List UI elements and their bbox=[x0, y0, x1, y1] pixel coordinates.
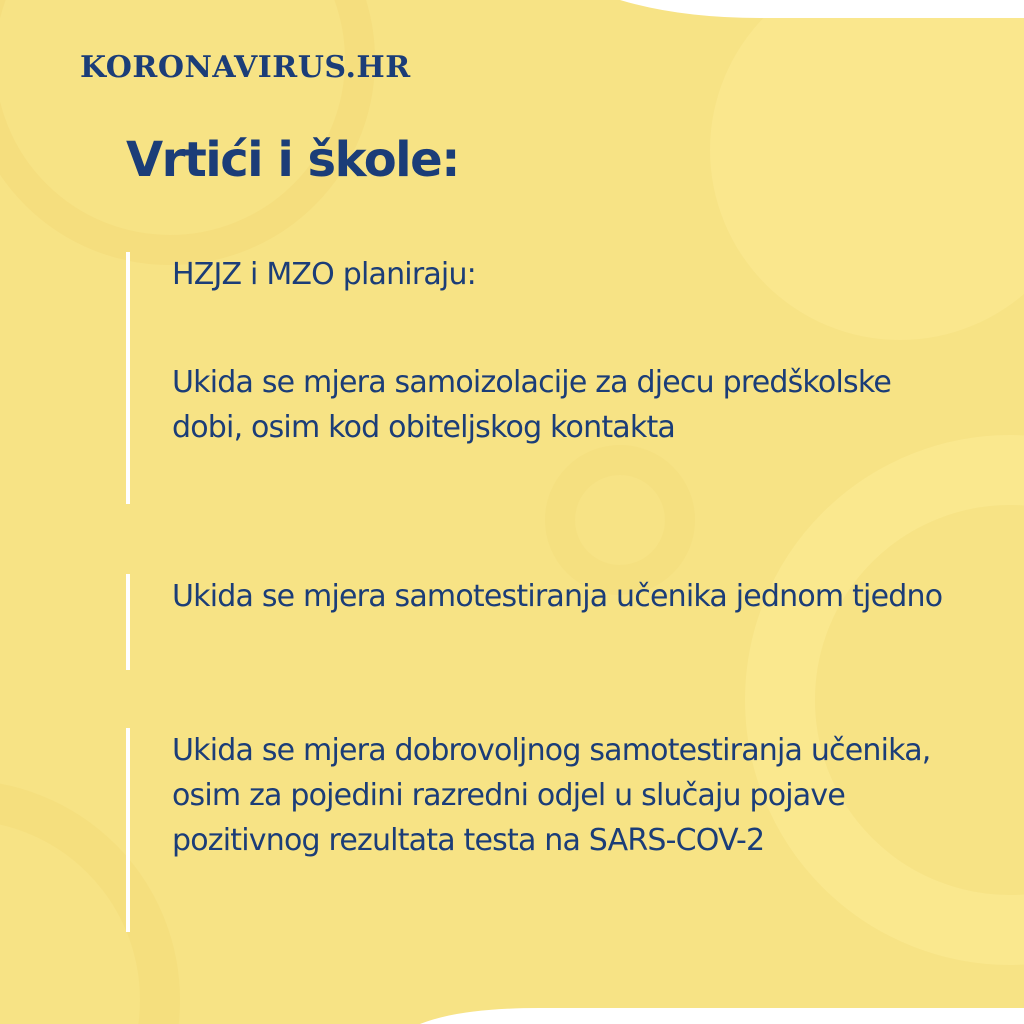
divider-bar bbox=[126, 728, 130, 932]
list-item: Ukida se mjera dobrovoljnog samotestiranja učenika, osim za pojedini razredni odjel u slučaju pojave pozitivnog rezultata testa na SARS-COV-2 bbox=[172, 733, 931, 858]
divider-bar bbox=[126, 252, 130, 504]
divider-bar bbox=[126, 574, 130, 670]
brand-logo: KORONAVIRUS.HR bbox=[80, 50, 411, 85]
list-item: Ukida se mjera samotestiranja učenika jednom tjedno bbox=[172, 579, 943, 614]
list-item: Ukida se mjera samoizolacije za djecu predškolske dobi, osim kod obiteljskog kontakta bbox=[172, 365, 892, 445]
page-title: Vrtići i škole: bbox=[126, 132, 459, 188]
decor-white-corner-bottom bbox=[420, 1008, 1024, 1024]
intro-text: HZJZ i MZO planiraju: bbox=[172, 257, 476, 292]
